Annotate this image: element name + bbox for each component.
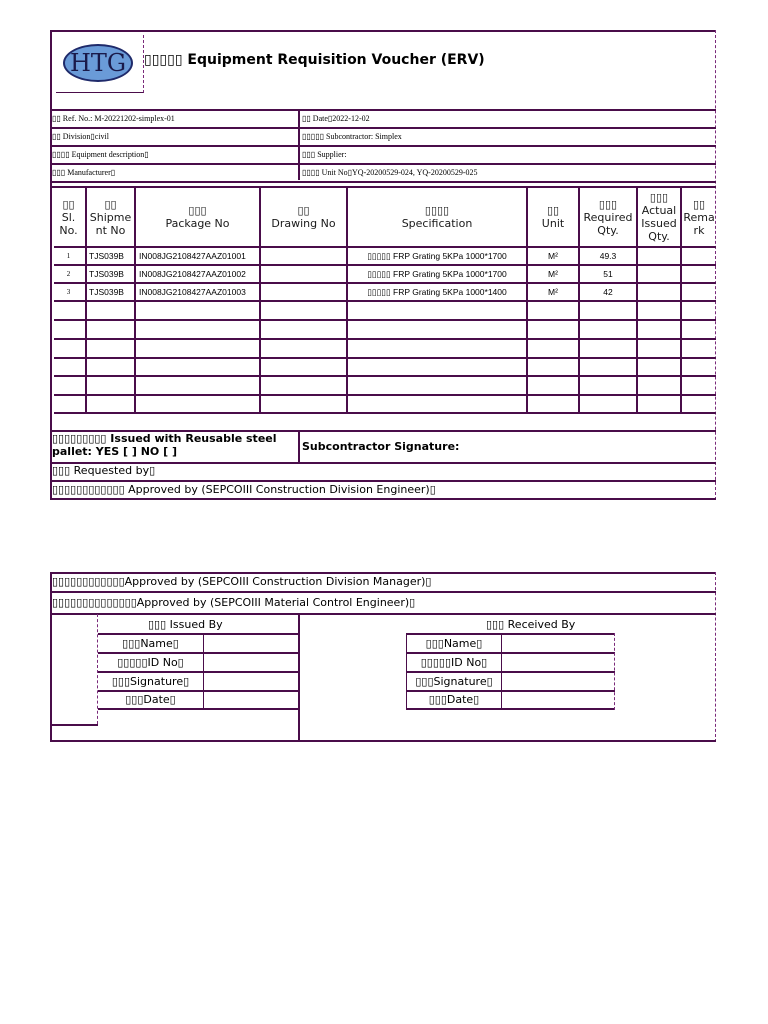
row-divider [54,357,716,359]
divider [50,145,716,147]
divider [298,613,300,741]
cell-remark [682,247,716,265]
date: ▯▯ Date▯2022-12-02 [302,114,370,123]
divider [50,613,716,615]
divider [50,591,716,593]
cell-drawing [261,247,346,265]
approval-form [50,572,716,742]
header-actual-issued-qty [638,188,680,246]
row-divider [54,319,716,321]
subcontractor-signature-label: Subcontractor Signature: [302,440,460,453]
header-label: ▯▯▯▯ Specification [401,204,473,230]
header-label: ▯▯ Drawing No [271,204,336,230]
received-signature-field[interactable] [503,673,613,690]
header-label: ▯▯ Sl. No. [59,197,78,237]
supplier: ▯▯▯ Supplier: [302,150,347,159]
divider [50,181,716,183]
cell-required: 42 [603,287,613,297]
header-shipment-no [87,188,134,246]
form-title: ▯▯▯▯▯ Equipment Requisition Voucher (ERV) [144,52,485,68]
cell-sl: 3 [66,288,71,296]
cell-actual [638,283,680,301]
cell-required: 51 [603,269,613,279]
header-remark [682,188,716,246]
cell-sl: 1 [66,252,71,260]
cell-spec: ▯▯▯▯▯ FRP Grating 5KPa 1000*1700 [367,269,507,279]
received-signature-label: ▯▯▯Signature▯ [415,675,493,688]
logo-box [56,35,144,93]
division: ▯▯ Division▯civil [52,132,109,141]
header-specification [348,188,526,246]
issued-by-label: ▯▯▯ Issued By [148,618,223,631]
header-label: ▯▯▯ Package No [165,204,230,230]
cell-actual [638,265,680,283]
divider [501,633,502,710]
cell-shipment: TJS039B [89,287,124,297]
cell-package: IN008JG2108427AAZ01003 [139,287,246,297]
header-package-no [136,188,259,246]
header-label: ▯▯ Unit [541,204,565,230]
received-date-label: ▯▯▯Date▯ [428,693,480,706]
row-divider [54,412,716,414]
requested-by-label: ▯▯▯ Requested by▯ [52,464,156,477]
divider [50,480,716,482]
divider [715,572,716,742]
cell-shipment: TJS039B [89,251,124,261]
row-divider [54,338,716,340]
issued-date-label: ▯▯▯Date▯ [125,693,176,706]
approved-engineer-label: ▯▯▯▯▯▯▯▯▯▯▯▯ Approved by (SEPCOIII Construction Division Engineer)▯ [52,483,436,496]
unit-no: ▯▯▯▯ Unit No▯YQ-20200529-024, YQ-20200529-025 [302,168,478,177]
company-logo: HTG [63,44,133,82]
subcontractor: ▯▯▯▯▯ Subcontractor: Simplex [302,132,402,141]
cell-unit: M² [548,251,558,261]
cell-required: 49.3 [599,251,617,261]
header-label: ▯▯▯ Required Qty. [583,197,633,237]
divider [614,633,615,710]
approved-material-label: ▯▯▯▯▯▯▯▯▯▯▯▯▯▯Approved by (SEPCOIII Material Control Engineer)▯ [52,596,416,609]
cell-package: IN008JG2108427AAZ01002 [139,269,246,279]
divider [50,740,716,742]
header-unit [528,188,578,246]
cell-unit: M² [548,287,558,297]
manufacturer: ▯▯▯ Manufacturer▯ [52,168,116,177]
issued-date-field[interactable] [205,692,297,708]
cell-sl: 2 [66,270,71,278]
issued-name-field[interactable] [205,635,297,652]
divider [50,572,716,574]
issued-signature-field[interactable] [205,673,297,690]
cell-unit: M² [548,269,558,279]
row-divider [54,300,716,302]
received-name-field[interactable] [503,635,613,652]
cell-spec: ▯▯▯▯▯ FRP Grating 5KPa 1000*1700 [367,251,507,261]
issued-id-label: ▯▯▯▯▯ID No▯ [117,656,184,669]
header-sl-no [52,188,85,246]
divider [50,724,98,726]
row-divider [54,375,716,377]
header-label: ▯▯ Rema rk [683,197,715,237]
divider [298,110,300,180]
cell-spec: ▯▯▯▯▯ FRP Grating 5KPa 1000*1400 [367,287,507,297]
form-border-top [50,30,716,32]
requisition-form [50,30,716,500]
cell-actual [638,247,680,265]
row-divider [54,394,716,396]
col-divider [298,430,300,462]
divider [50,498,716,500]
approved-manager-label: ▯▯▯▯▯▯▯▯▯▯▯▯Approved by (SEPCOIII Construction Division Manager)▯ [52,575,432,588]
header-label: ▯▯▯ Actual Issued Qty. [641,191,677,243]
header-required-qty [580,188,636,246]
cell-drawing [261,283,346,301]
cell-package: IN008JG2108427AAZ01001 [139,251,246,261]
received-date-field[interactable] [503,692,613,708]
reusable-pallet-label: ▯▯▯▯▯▯▯▯▯ Issued with Reusable steel pallet: YES [ ] NO [ ] [52,432,277,458]
divider [203,633,204,709]
cell-remark [682,283,716,301]
equipment-description: ▯▯▯▯ Equipment description▯ [52,150,149,159]
header-drawing-no [261,188,346,246]
ref-no: ▯▯ Ref. No.: M-20221202-simplex-01 [52,114,175,123]
cell-remark [682,265,716,283]
received-id-label: ▯▯▯▯▯ID No▯ [420,656,488,669]
issued-id-field[interactable] [205,654,297,671]
cell-drawing [261,265,346,283]
received-name-label: ▯▯▯Name▯ [425,637,483,650]
issued-signature-label: ▯▯▯Signature▯ [111,675,190,688]
issued-name-label: ▯▯▯Name▯ [122,637,179,650]
received-by-label: ▯▯▯ Received By [486,618,576,631]
cell-shipment: TJS039B [89,269,124,279]
header-label: ▯▯ Shipme nt No [89,197,132,237]
received-id-field[interactable] [503,654,613,671]
